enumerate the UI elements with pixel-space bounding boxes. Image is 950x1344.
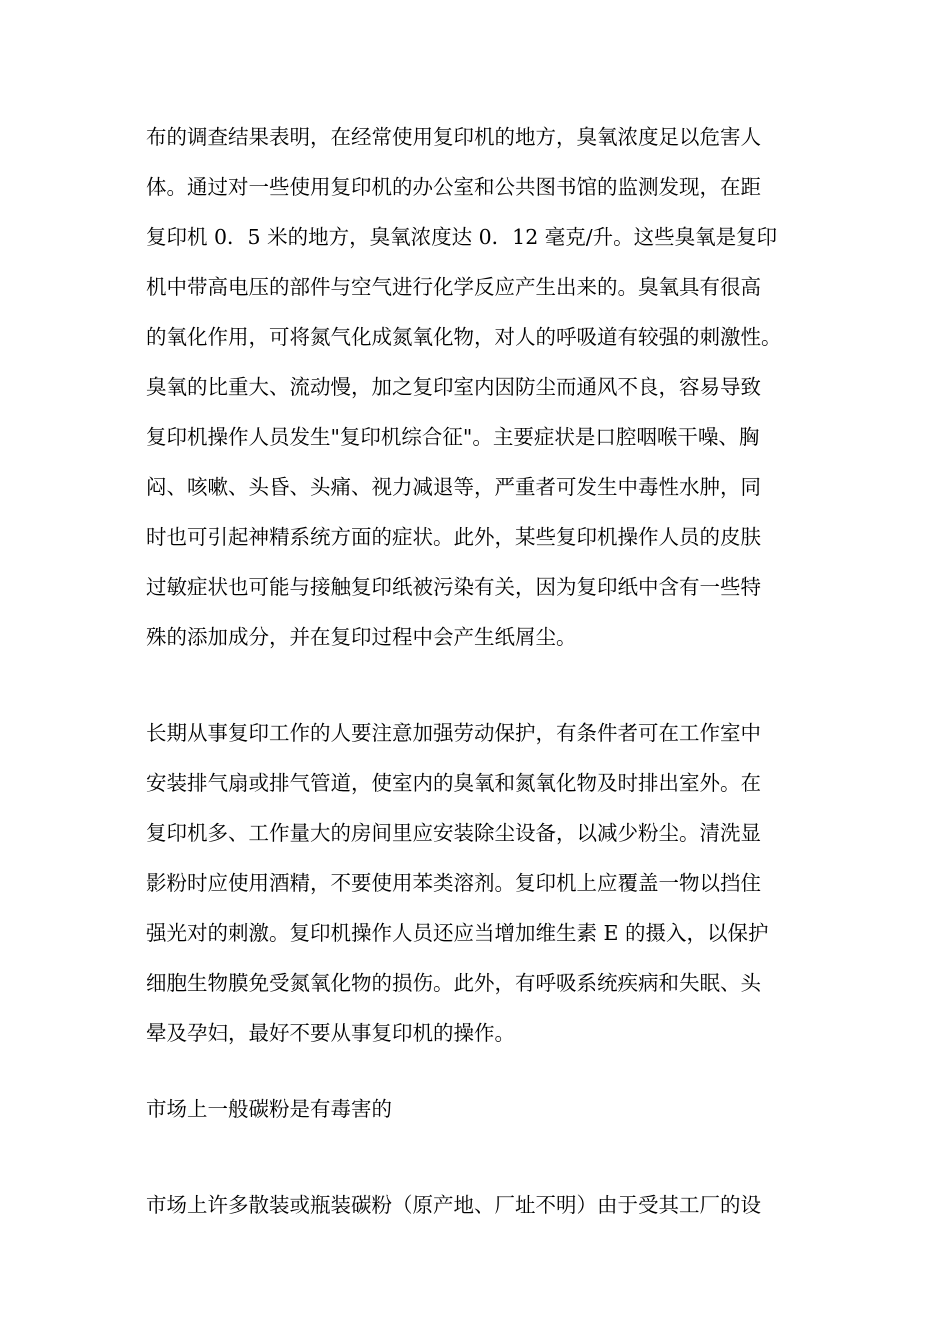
text-line: 时也可引起神精系统方面的症状。此外，某些复印机操作人员的皮肤 xyxy=(146,525,761,549)
text-line: 闷、咳嗽、头昏、头痛、视力减退等，严重者可发生中毒性水肿，同 xyxy=(146,475,761,499)
text-line: 复印机 0．5 米的地方，臭氧浓度达 0．12 毫克/升。这些臭氧是复印 xyxy=(146,225,778,249)
text-line: 安装排气扇或排气管道，使室内的臭氧和氮氧化物及时排出室外。在 xyxy=(146,771,761,795)
text-line: 市场上许多散装或瓶装碳粉（原产地、厂址不明）由于受其工厂的设 xyxy=(146,1193,761,1217)
text-line: 细胞生物膜免受氮氧化物的损伤。此外，有呼吸系统疾病和失眠、头 xyxy=(146,971,761,995)
text-line: 体。通过对一些使用复印机的办公室和公共图书馆的监测发现，在距 xyxy=(146,175,761,199)
text-line: 殊的添加成分，并在复印过程中会产生纸屑尘。 xyxy=(146,625,577,649)
text-line: 的氧化作用，可将氮气化成氮氧化物，对人的呼吸道有较强的刺激性。 xyxy=(146,325,782,349)
text-line: 臭氧的比重大、流动慢，加之复印室内因防尘而通风不良，容易导致 xyxy=(146,375,761,399)
text-line: 过敏症状也可能与接触复印纸被污染有关，因为复印纸中含有一些特 xyxy=(146,575,761,599)
text-line: 强光对的刺激。复印机操作人员还应当增加维生素 E 的摄入，以保护 xyxy=(146,921,769,945)
text-line: 复印机多、工作量大的房间里应安装除尘设备，以减少粉尘。清洗显 xyxy=(146,821,761,845)
text-line: 复印机操作人员发生"复印机综合征"。主要症状是口腔咽喉干噪、胸 xyxy=(146,425,760,449)
text-line: 影粉时应使用酒精，不要使用苯类溶剂。复印机上应覆盖一物以挡住 xyxy=(146,871,761,895)
text-line: 布的调查结果表明，在经常使用复印机的地方，臭氧浓度足以危害人 xyxy=(146,125,761,149)
text-line: 机中带高电压的部件与空气进行化学反应产生出来的。臭氧具有很高 xyxy=(146,275,761,299)
text-line: 晕及孕妇，最好不要从事复印机的操作。 xyxy=(146,1021,515,1045)
text-line: 长期从事复印工作的人要注意加强劳动保护，有条件者可在工作室中 xyxy=(146,721,761,745)
section-heading: 市场上一般碳粉是有毒害的 xyxy=(146,1097,392,1121)
